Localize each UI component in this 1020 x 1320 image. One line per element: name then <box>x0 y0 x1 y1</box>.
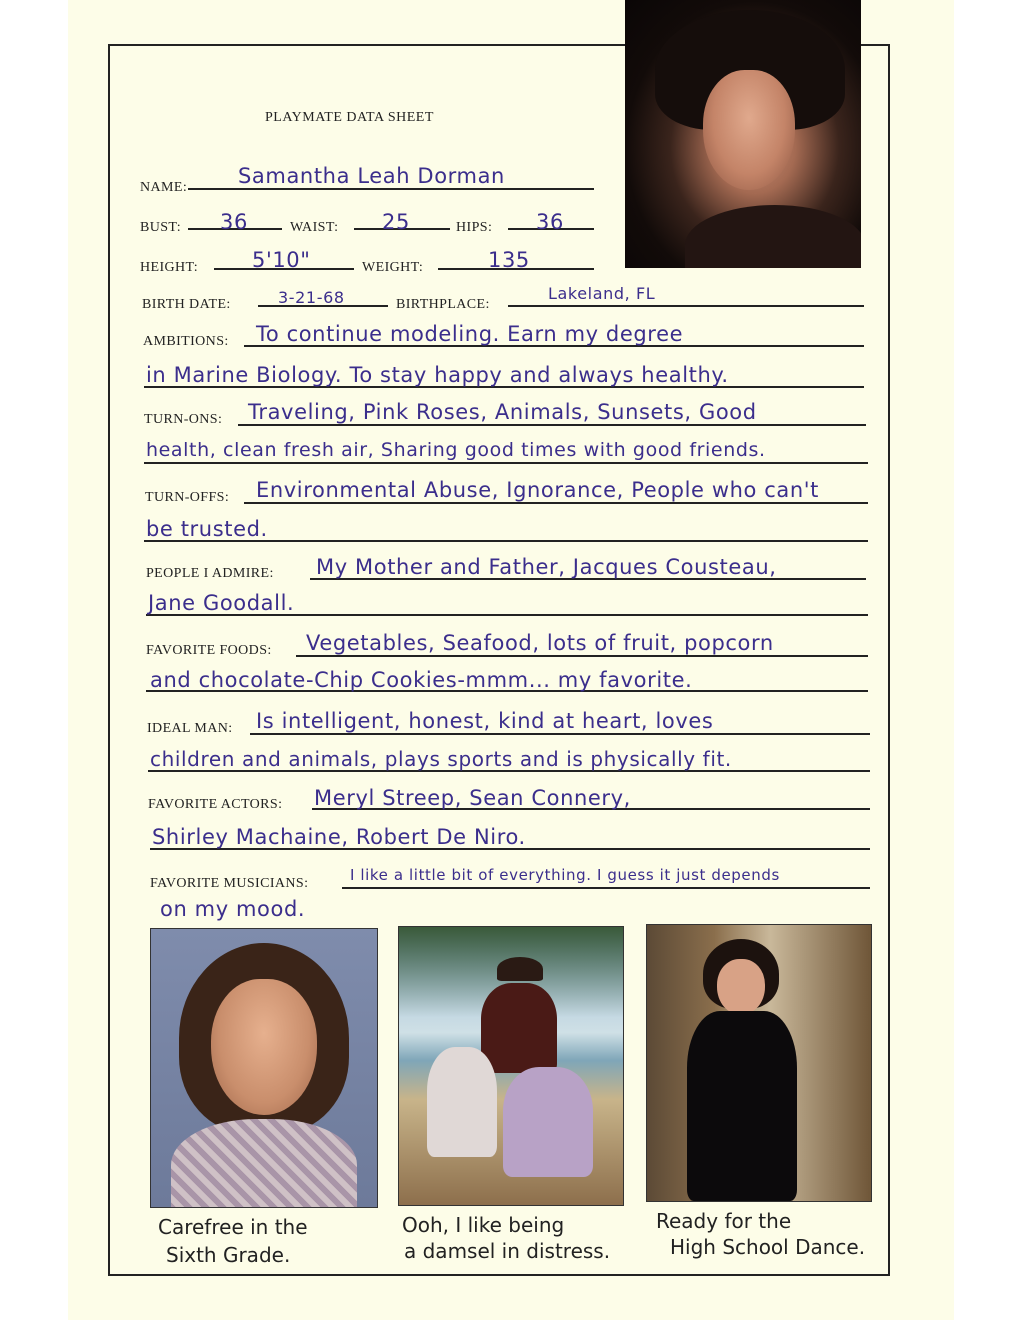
birthplace-line <box>508 305 864 307</box>
pirate-photo <box>398 926 624 1206</box>
favorite-musicians-value-2: on my mood. <box>160 897 306 921</box>
ideal-man-value-1: Is intelligent, honest, kind at heart, loves <box>256 709 714 733</box>
name-value: Samantha Leah Dorman <box>238 164 505 188</box>
bust-value: 36 <box>220 210 248 234</box>
ambitions-value-1: To continue modeling. Earn my degree <box>256 322 684 346</box>
dance-dress <box>687 1011 797 1201</box>
sixth-grade-shirt <box>171 1119 357 1208</box>
people-i-admire-value-2: Jane Goodall. <box>148 591 295 615</box>
hips-label: HIPS: <box>456 220 493 235</box>
turn-ons-line-2 <box>144 462 868 464</box>
name-label: NAME: <box>140 180 188 195</box>
dance-face <box>717 959 765 1015</box>
portrait-shoulder <box>685 205 861 268</box>
turn-offs-line-1 <box>244 502 868 504</box>
favorite-foods-value-1: Vegetables, Seafood, lots of fruit, popcorn <box>306 631 774 655</box>
weight-label: WEIGHT: <box>362 260 424 275</box>
height-value: 5'10" <box>252 248 311 272</box>
ideal-man-line-1 <box>250 733 870 735</box>
turn-offs-value-1: Environmental Abuse, Ignorance, People who can't <box>256 478 819 502</box>
favorite-musicians-line-1 <box>342 887 870 889</box>
turn-offs-value-2: be trusted. <box>146 517 268 541</box>
favorite-actors-value-1: Meryl Streep, Sean Connery, <box>314 786 631 810</box>
high-school-dance-photo <box>646 924 872 1202</box>
turn-ons-value-2: health, clean fresh air, Sharing good times with good friends. <box>146 439 766 461</box>
birth-date-label: BIRTH DATE: <box>142 297 231 312</box>
favorite-musicians-label: FAVORITE MUSICIANS: <box>150 876 309 891</box>
damsel-dress <box>503 1067 593 1177</box>
pirate-caption-2: a damsel in distress. <box>404 1239 611 1263</box>
weight-value: 135 <box>488 248 530 272</box>
pirate-hat <box>497 957 543 981</box>
ideal-man-label: IDEAL MAN: <box>147 721 233 736</box>
dance-caption-2: High School Dance. <box>670 1235 866 1259</box>
birthplace-label: BIRTHPLACE: <box>396 297 490 312</box>
height-label: HEIGHT: <box>140 260 199 275</box>
pirate-companion <box>427 1047 497 1157</box>
dance-caption-1: Ready for the <box>656 1209 792 1233</box>
people-i-admire-value-1: My Mother and Father, Jacques Cousteau, <box>316 555 777 579</box>
turn-ons-label: TURN-ONS: <box>144 412 223 427</box>
pirate-coat <box>481 983 557 1073</box>
turn-offs-label: TURN-OFFS: <box>145 490 230 505</box>
sixth-grade-photo <box>150 928 378 1208</box>
favorite-musicians-value-1: I like a little bit of everything. I guess it just depends <box>350 866 780 884</box>
birth-date-value: 3-21-68 <box>278 288 345 307</box>
turn-ons-value-1: Traveling, Pink Roses, Animals, Sunsets, Good <box>248 400 757 424</box>
ambitions-label: AMBITIONS: <box>143 334 229 349</box>
favorite-actors-value-2: Shirley Machaine, Robert De Niro. <box>152 825 526 849</box>
favorite-actors-label: FAVORITE ACTORS: <box>148 797 283 812</box>
favorite-foods-line-1 <box>296 655 868 657</box>
sheet-title: PLAYMATE DATA SHEET <box>265 110 434 125</box>
ambitions-value-2: in Marine Biology. To stay happy and always healthy. <box>146 363 729 387</box>
ideal-man-value-2: children and animals, plays sports and is physically fit. <box>150 747 732 771</box>
hips-value: 36 <box>536 210 564 234</box>
favorite-foods-value-2: and chocolate-Chip Cookies-mmm... my favorite. <box>150 668 693 692</box>
portrait-face <box>703 70 795 190</box>
waist-label: WAIST: <box>290 220 339 235</box>
favorite-foods-label: FAVORITE FOODS: <box>146 643 272 658</box>
bust-label: BUST: <box>140 220 181 235</box>
portrait-photo <box>625 0 861 268</box>
turn-ons-line-1 <box>238 424 866 426</box>
sixth-grade-caption-1: Carefree in the <box>158 1215 308 1239</box>
sixth-grade-face <box>211 979 317 1115</box>
name-line <box>188 188 594 190</box>
waist-value: 25 <box>382 210 410 234</box>
people-i-admire-label: PEOPLE I ADMIRE: <box>146 566 274 581</box>
sixth-grade-caption-2: Sixth Grade. <box>166 1243 291 1267</box>
pirate-caption-1: Ooh, I like being <box>402 1213 565 1237</box>
birthplace-value: Lakeland, FL <box>548 284 656 303</box>
